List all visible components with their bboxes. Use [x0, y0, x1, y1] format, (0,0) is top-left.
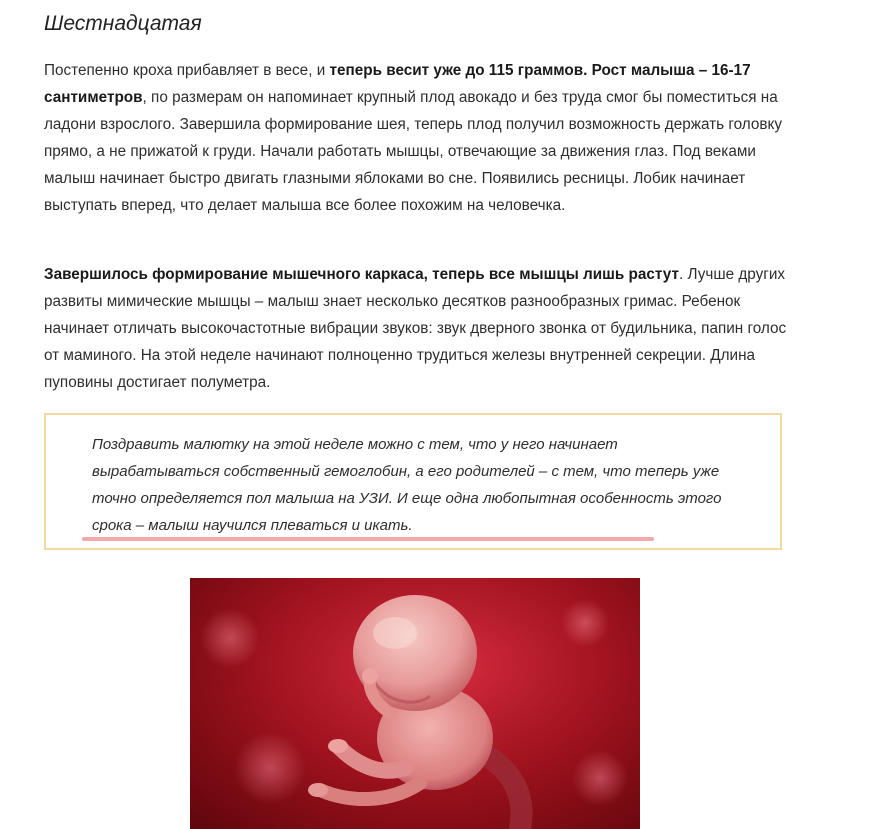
paragraph-text: . Лучше других развиты мимические мышцы – малыш знает несколько десятков разнообразных гримас. Ребенок начинает отличать высокочастотные вибрации звуков: звук дверного звонка от будильника, папин голос от маминого. На этой неделе начинают полноценно трудиться железы внутренней секреции. Длина пуповины достигает полуметра.: [44, 266, 787, 391]
highlight-underline: [82, 537, 654, 541]
paragraph-bold-text: Завершилось формирование мышечного каркаса, теперь все мышцы лишь растут: [44, 266, 679, 283]
paragraph-text: Постепенно кроха прибавляет в весе, и: [44, 62, 330, 79]
fetus-illustration-icon: [190, 578, 640, 829]
paragraph-bold-text: теперь весит уже до 115 граммов. Рост малыша – 16-17 сантиметров: [44, 62, 751, 106]
quote-box: [44, 413, 782, 550]
paragraph-development: [44, 57, 796, 219]
section-heading: Шестнадцатая: [44, 12, 202, 35]
quote-text: Поздравить малютку на этой неделе можно с тем, что у него начинает вырабатываться собственный гемоглобин, а его родителей – с тем, что теперь уже точно определяется пол малыша на УЗИ. И еще одна любопытная особенность этого срока – малыш научился плеваться и икать.: [92, 436, 722, 534]
fetus-photo: [190, 578, 640, 829]
paragraph-muscles: [44, 261, 796, 396]
paragraph-text: , по размерам он напоминает крупный плод авокадо и без труда смог бы поместиться на ладони взрослого. Завершила формирование шея, теперь плод получил возможность держать головку прямо, а не прижатой к груди. Начали работать мышцы, отвечающие за движения глаз. Под веками малыш начинает быстро двигать глазными яблоками во сне. Появились ресницы. Лобик начинает выступать вперед, что делает малыша все более похожим на человечка.: [44, 89, 783, 214]
